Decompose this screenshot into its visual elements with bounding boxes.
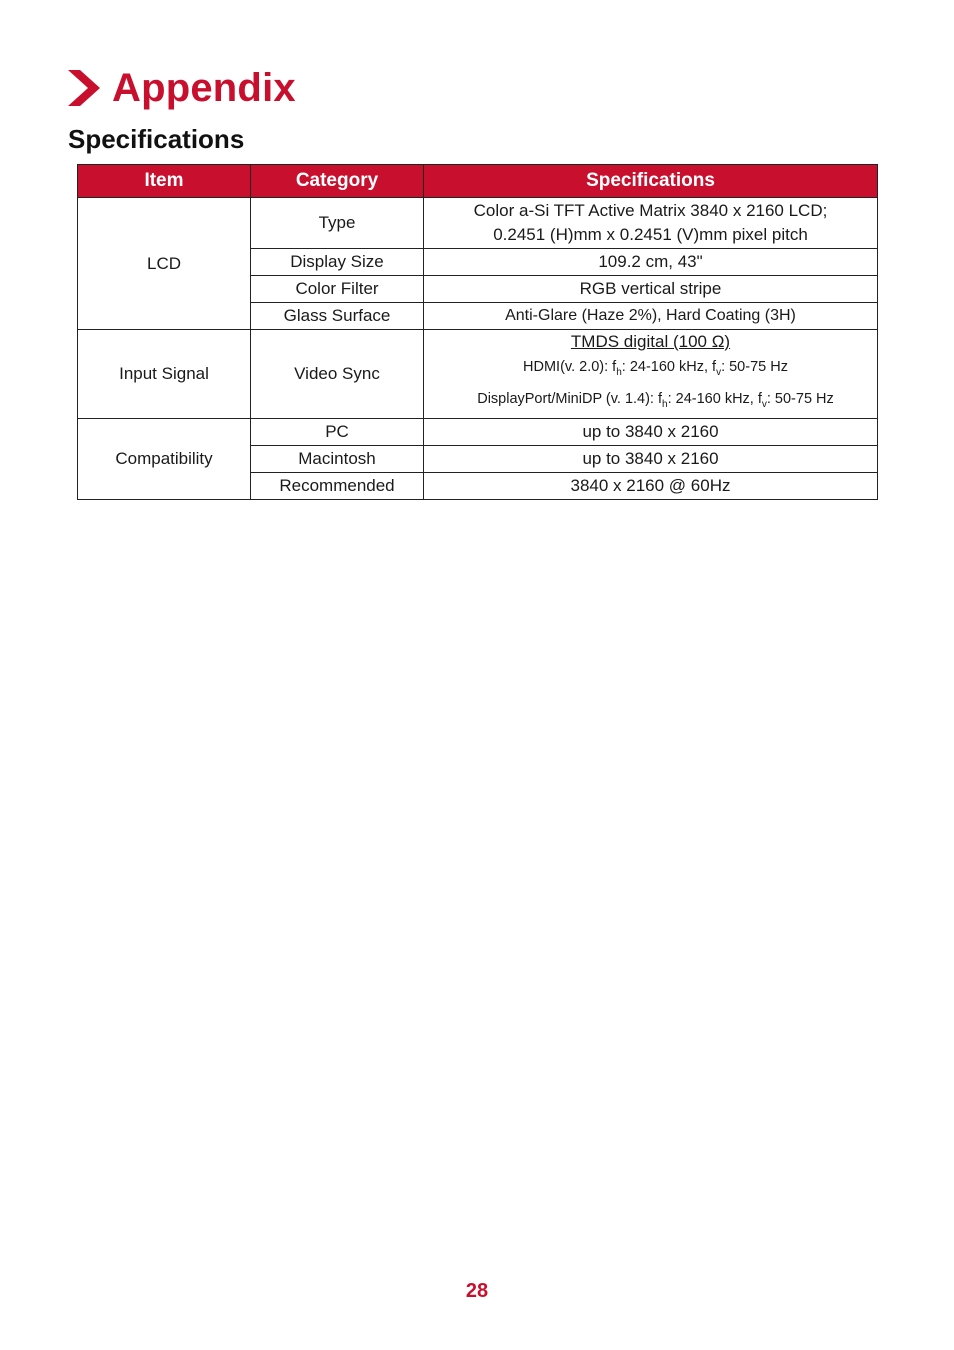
column-header-category: Category xyxy=(251,165,424,198)
specifications-table xyxy=(77,164,878,500)
spec-type-line1: Color a-Si TFT Active Matrix 3840 x 2160 LCD; xyxy=(473,201,828,220)
spec-type-line2: 0.2451 (H)mm x 0.2451 (V)mm pixel pitch xyxy=(493,225,808,244)
spec-display-size: 109.2 cm, 43" xyxy=(424,249,878,276)
appendix-header xyxy=(66,62,296,114)
table-header-row xyxy=(78,165,878,198)
spec-type xyxy=(424,198,878,249)
table-row xyxy=(78,418,878,445)
column-header-item: Item xyxy=(78,165,251,198)
tmds-label: TMDS digital (100 Ω) xyxy=(570,332,731,351)
spec-macintosh: up to 3840 x 2160 xyxy=(424,445,878,472)
section-title: Specifications xyxy=(68,124,245,154)
hdmi-sync-line: HDMI(v. 2.0): $f_h$: 24-160 kHz, $f_v$: 50-75 Hz xyxy=(523,359,788,378)
category-color-filter: Color Filter xyxy=(251,276,424,303)
category-display-size: Display Size xyxy=(251,249,424,276)
category-recommended: Recommended xyxy=(251,472,424,499)
displayport-sync-line: DisplayPort/MiniDP (v. 1.4): $f_h$: 24-160 kHz, $f_v$: 50-75 Hz xyxy=(477,390,834,410)
item-compatibility: Compatibility xyxy=(78,418,251,499)
category-video-sync: Video Sync xyxy=(251,330,424,419)
column-header-specifications: Specifications xyxy=(424,165,878,198)
spec-glass-surface: Anti-Glare (Haze 2%), Hard Coating (3H) xyxy=(424,303,878,330)
chevron-right-icon xyxy=(66,68,102,108)
item-input-signal: Input Signal xyxy=(78,330,251,419)
spec-video-sync xyxy=(424,330,878,419)
table-row xyxy=(78,198,878,249)
item-lcd: LCD xyxy=(78,198,251,330)
category-macintosh: Macintosh xyxy=(251,445,424,472)
page-title: Appendix xyxy=(112,65,296,110)
spec-recommended: 3840 x 2160 @ 60Hz xyxy=(424,472,878,499)
spec-pc: up to 3840 x 2160 xyxy=(424,418,878,445)
category-type: Type xyxy=(251,198,424,249)
category-glass-surface: Glass Surface xyxy=(251,303,424,330)
page-number: 28 xyxy=(465,1280,489,1302)
spec-color-filter: RGB vertical stripe xyxy=(424,276,878,303)
table-row xyxy=(78,330,878,419)
category-pc: PC xyxy=(251,418,424,445)
